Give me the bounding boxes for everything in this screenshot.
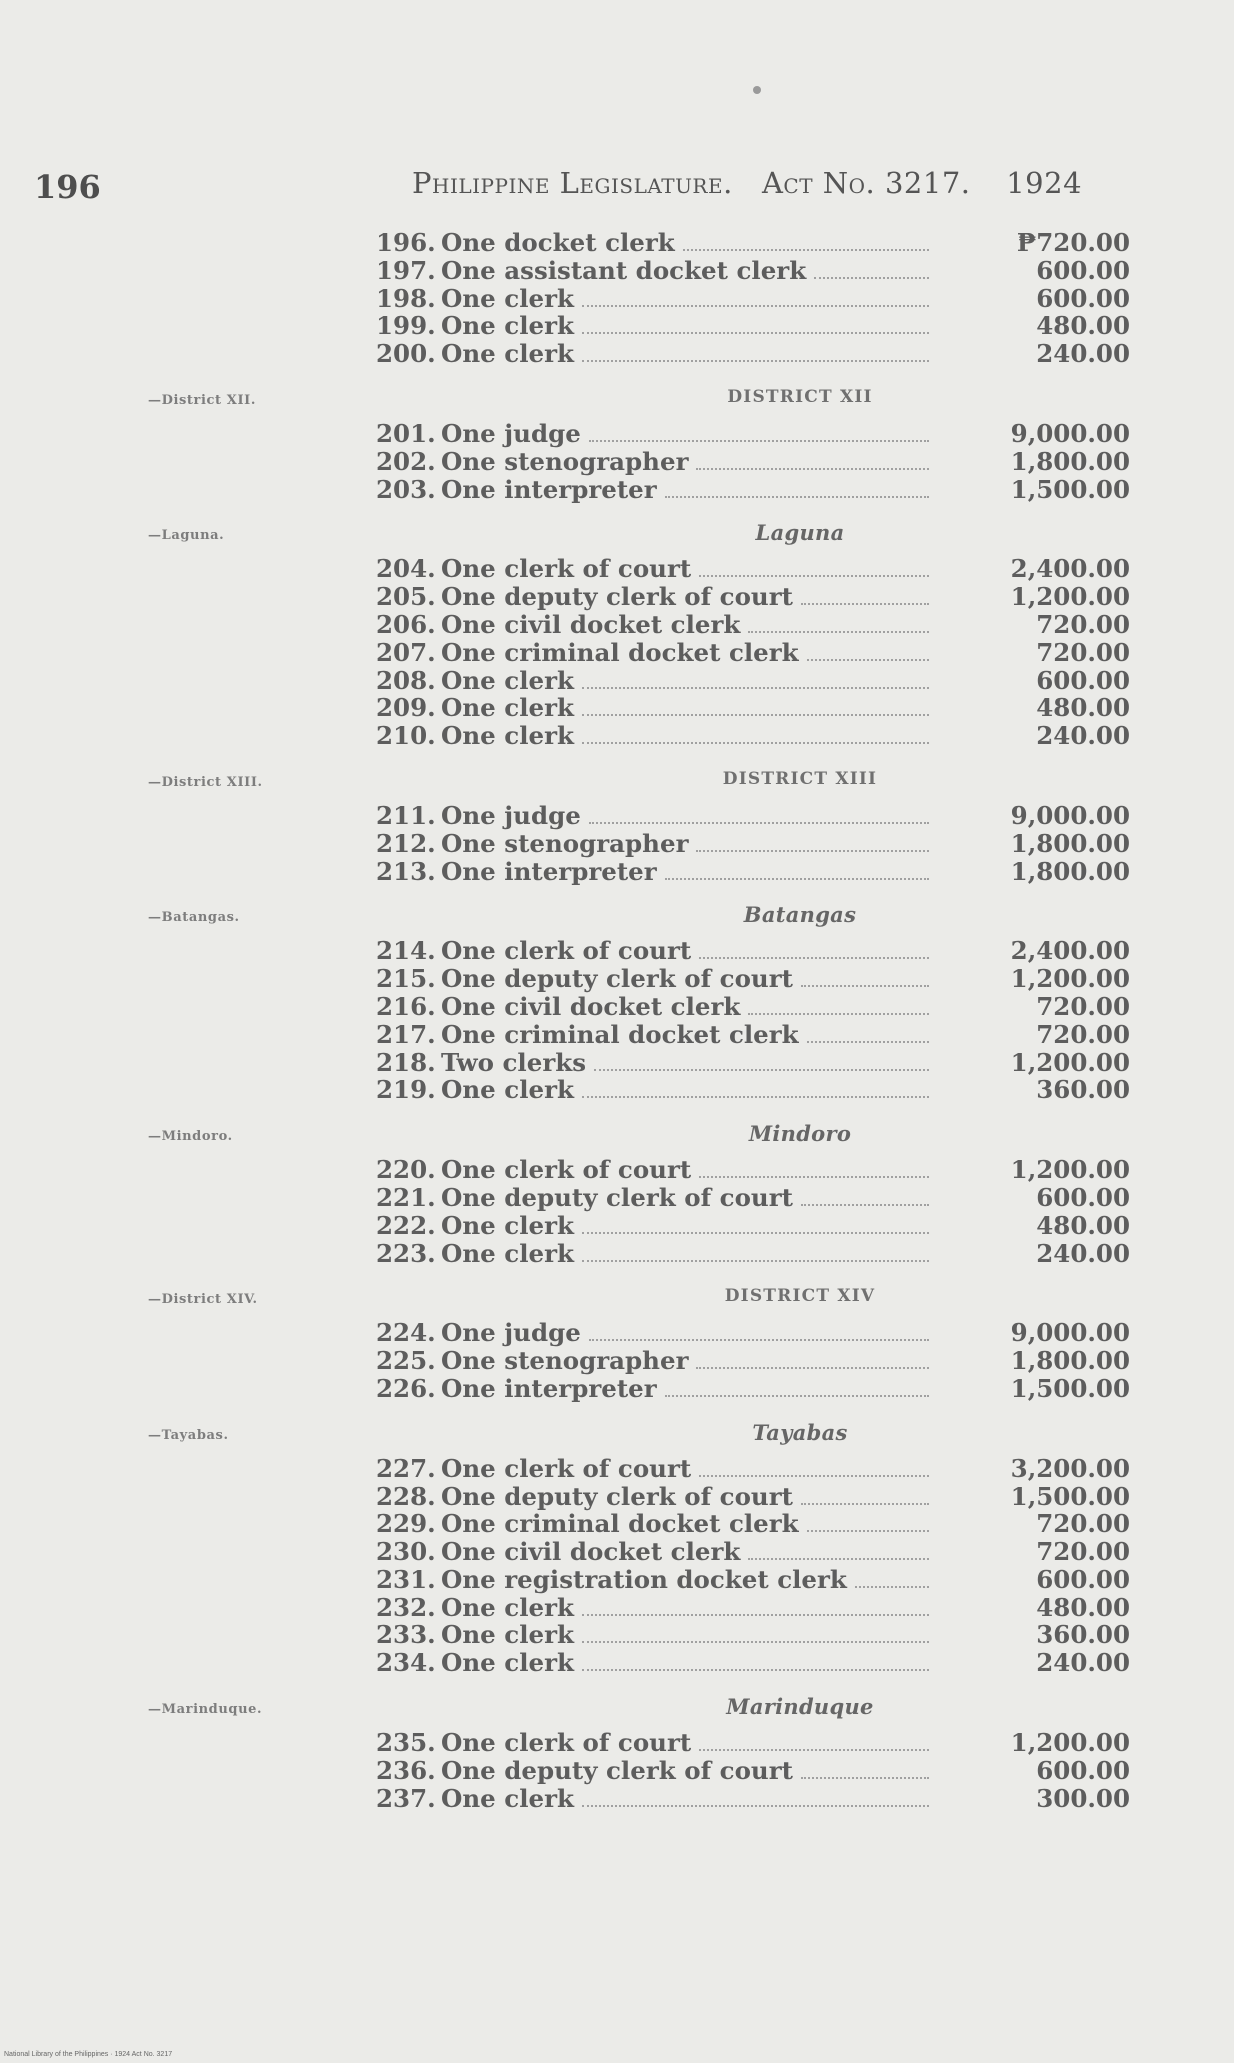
appropriation-row bbox=[0, 582, 1234, 610]
dot-leader bbox=[582, 1625, 929, 1643]
dot-leader bbox=[748, 1542, 929, 1560]
item-description: One assistant docket clerk bbox=[441, 255, 807, 285]
item-description: One judge bbox=[441, 800, 581, 830]
dot-leader bbox=[814, 261, 929, 279]
item-number: 201. bbox=[376, 418, 436, 448]
appropriation-row bbox=[0, 1374, 1234, 1402]
dot-leader bbox=[801, 1487, 929, 1505]
item-amount: 600.00 bbox=[1036, 283, 1130, 313]
section bbox=[0, 1280, 1234, 1401]
running-head-year: 1924 bbox=[1006, 166, 1083, 200]
item-number: 216. bbox=[376, 991, 436, 1021]
dot-leader bbox=[582, 316, 929, 334]
dot-leader bbox=[696, 834, 929, 852]
appropriation-row bbox=[0, 1784, 1234, 1812]
item-description-line bbox=[441, 992, 931, 1021]
item-description: One registration docket clerk bbox=[441, 1564, 847, 1594]
appropriation-row bbox=[0, 964, 1234, 992]
section-head bbox=[0, 1117, 1234, 1155]
item-amount: 1,200.00 bbox=[1010, 1155, 1130, 1185]
item-amount: 600.00 bbox=[1036, 1182, 1130, 1212]
item-number: 205. bbox=[376, 582, 436, 612]
appropriation-row bbox=[0, 256, 1234, 284]
item-description-line bbox=[441, 1211, 931, 1240]
section-heading: Marinduque bbox=[726, 1694, 874, 1720]
item-amount: 720.00 bbox=[1036, 637, 1130, 667]
appropriation-row bbox=[0, 311, 1234, 339]
item-amount: 1,200.00 bbox=[1010, 1047, 1130, 1077]
margin-note: —Batangas. bbox=[148, 910, 240, 926]
item-description-line bbox=[441, 1318, 931, 1347]
running-head-title: Philippine Legislature. bbox=[412, 166, 733, 200]
item-description-line bbox=[441, 801, 931, 830]
appropriation-row bbox=[0, 1318, 1234, 1346]
item-description: One clerk bbox=[441, 1620, 574, 1650]
dot-leader bbox=[582, 1216, 929, 1234]
dot-leader bbox=[582, 698, 929, 716]
section-head bbox=[0, 1690, 1234, 1728]
item-amount: 1,800.00 bbox=[1010, 828, 1130, 858]
item-number: 230. bbox=[376, 1537, 436, 1567]
item-description: One clerk bbox=[441, 1210, 574, 1240]
item-number: 237. bbox=[376, 1783, 436, 1813]
item-description: One docket clerk bbox=[441, 228, 675, 257]
item-description: One criminal docket clerk bbox=[441, 637, 799, 667]
appropriation-row bbox=[0, 610, 1234, 638]
appropriation-row bbox=[0, 1346, 1234, 1374]
item-number: 222. bbox=[376, 1210, 436, 1240]
item-description: One clerk of court bbox=[441, 1453, 692, 1483]
item-number: 232. bbox=[376, 1592, 436, 1622]
item-description-line bbox=[441, 1075, 931, 1104]
dot-leader bbox=[582, 289, 929, 307]
dot-leader bbox=[696, 452, 929, 470]
item-description: One clerk bbox=[441, 311, 574, 341]
item-description-line bbox=[441, 829, 931, 858]
item-number: 210. bbox=[376, 721, 436, 751]
item-description-line bbox=[441, 339, 931, 368]
appropriation-row bbox=[0, 1048, 1234, 1076]
item-description: One criminal docket clerk bbox=[441, 1019, 799, 1049]
item-description: One clerk of court bbox=[441, 1728, 692, 1758]
appropriation-row bbox=[0, 638, 1234, 666]
dot-leader bbox=[683, 233, 929, 251]
item-amount: 720.00 bbox=[1036, 1019, 1130, 1049]
item-description-line bbox=[441, 284, 931, 313]
item-description: One stenographer bbox=[441, 1346, 689, 1376]
appropriation-row bbox=[0, 1620, 1234, 1648]
item-description-line bbox=[441, 1048, 931, 1077]
item-number: 198. bbox=[376, 283, 436, 313]
section-head bbox=[0, 763, 1234, 801]
item-description: One interpreter bbox=[441, 1373, 657, 1403]
dot-leader bbox=[855, 1570, 929, 1588]
item-description: One clerk bbox=[441, 1592, 574, 1622]
margin-note: —District XII. bbox=[148, 392, 256, 408]
item-description: One deputy clerk of court bbox=[441, 1755, 793, 1785]
appropriation-row bbox=[0, 666, 1234, 694]
dot-leader bbox=[582, 1653, 929, 1671]
item-number: 197. bbox=[376, 255, 436, 285]
item-amount: 720.00 bbox=[1036, 991, 1130, 1021]
section-heading: Batangas bbox=[743, 902, 857, 928]
dot-leader bbox=[807, 1025, 929, 1043]
item-description-line bbox=[441, 1374, 931, 1403]
item-description-line bbox=[441, 1155, 931, 1184]
dot-leader bbox=[696, 1351, 929, 1369]
running-head bbox=[412, 166, 1082, 200]
item-amount: 600.00 bbox=[1036, 1564, 1130, 1594]
item-number: 229. bbox=[376, 1509, 436, 1539]
item-description-line bbox=[441, 1020, 931, 1049]
item-description-line bbox=[441, 1509, 931, 1538]
item-number: 219. bbox=[376, 1075, 436, 1105]
item-amount: 9,000.00 bbox=[1010, 800, 1130, 830]
dot-leader bbox=[582, 671, 929, 689]
item-amount: 1,200.00 bbox=[1010, 964, 1130, 994]
item-description: One criminal docket clerk bbox=[441, 1509, 799, 1539]
item-amount: 300.00 bbox=[1036, 1783, 1130, 1813]
section-head bbox=[0, 898, 1234, 936]
dot-leader bbox=[807, 1514, 929, 1532]
item-description-line bbox=[441, 857, 931, 886]
dot-leader bbox=[582, 1244, 929, 1262]
item-description: One judge bbox=[441, 418, 581, 448]
dot-leader bbox=[589, 806, 929, 824]
item-description: Two clerks bbox=[441, 1047, 586, 1077]
item-description: One clerk bbox=[441, 693, 574, 723]
appropriation-row bbox=[0, 829, 1234, 857]
section-heading: DISTRICT XII bbox=[727, 386, 873, 407]
appropriation-row bbox=[0, 339, 1234, 367]
appropriation-row bbox=[0, 1155, 1234, 1183]
section-head bbox=[0, 1280, 1234, 1318]
dot-leader bbox=[582, 1080, 929, 1098]
dot-leader bbox=[665, 1379, 929, 1397]
margin-note: —Laguna. bbox=[148, 528, 225, 544]
item-amount: 360.00 bbox=[1036, 1620, 1130, 1650]
section-heading: DISTRICT XIV bbox=[724, 1286, 876, 1307]
item-description: One civil docket clerk bbox=[441, 991, 741, 1021]
item-amount: 9,000.00 bbox=[1010, 418, 1130, 448]
appropriation-row bbox=[0, 1239, 1234, 1267]
item-number: 209. bbox=[376, 693, 436, 723]
item-description: One stenographer bbox=[441, 828, 689, 858]
appropriation-row bbox=[0, 992, 1234, 1020]
item-amount: ₱720.00 bbox=[1016, 228, 1130, 257]
dot-leader bbox=[801, 587, 929, 605]
item-description-line bbox=[441, 1593, 931, 1622]
item-description-line bbox=[441, 666, 931, 695]
item-number: 199. bbox=[376, 311, 436, 341]
item-description-line bbox=[441, 1239, 931, 1268]
item-description: One clerk bbox=[441, 339, 574, 369]
item-description: One clerk bbox=[441, 721, 574, 751]
appropriation-row bbox=[0, 1454, 1234, 1482]
item-amount: 720.00 bbox=[1036, 1537, 1130, 1567]
appropriation-row bbox=[0, 1537, 1234, 1565]
appropriation-row bbox=[0, 475, 1234, 503]
margin-note: —Marinduque. bbox=[148, 1702, 263, 1718]
item-amount: 240.00 bbox=[1036, 1238, 1130, 1268]
item-number: 235. bbox=[376, 1728, 436, 1758]
margin-note: —Tayabas. bbox=[148, 1427, 229, 1443]
item-number: 236. bbox=[376, 1755, 436, 1785]
item-description: One deputy clerk of court bbox=[441, 1182, 793, 1212]
item-number: 225. bbox=[376, 1346, 436, 1376]
dot-leader bbox=[582, 726, 929, 744]
item-number: 224. bbox=[376, 1318, 436, 1348]
item-amount: 3,200.00 bbox=[1010, 1453, 1130, 1483]
item-amount: 240.00 bbox=[1036, 339, 1130, 369]
item-description-line bbox=[441, 228, 931, 257]
section-heading: Mindoro bbox=[748, 1121, 852, 1147]
dot-leader bbox=[748, 615, 929, 633]
appropriation-row bbox=[0, 721, 1234, 749]
margin-note: —District XIII. bbox=[148, 774, 263, 790]
item-description: One clerk of court bbox=[441, 936, 692, 966]
item-description: One clerk bbox=[441, 665, 574, 695]
section-head bbox=[0, 1416, 1234, 1454]
item-number: 200. bbox=[376, 339, 436, 369]
dot-leader bbox=[699, 941, 929, 959]
item-number: 206. bbox=[376, 609, 436, 639]
item-number: 231. bbox=[376, 1564, 436, 1594]
appropriation-row bbox=[0, 1183, 1234, 1211]
item-number: 234. bbox=[376, 1648, 436, 1678]
item-description-line bbox=[441, 1346, 931, 1375]
item-amount: 1,500.00 bbox=[1010, 474, 1130, 504]
dot-leader bbox=[801, 1761, 929, 1779]
appropriation-row bbox=[0, 1509, 1234, 1537]
item-amount: 360.00 bbox=[1036, 1075, 1130, 1105]
section bbox=[0, 1416, 1234, 1676]
item-number: 215. bbox=[376, 964, 436, 994]
appropriation-row bbox=[0, 1482, 1234, 1510]
item-number: 213. bbox=[376, 856, 436, 886]
item-description: One deputy clerk of court bbox=[441, 964, 793, 994]
item-description-line bbox=[441, 1756, 931, 1785]
section bbox=[0, 763, 1234, 884]
item-description: One clerk of court bbox=[441, 554, 692, 584]
section-head bbox=[0, 516, 1234, 554]
dot-leader bbox=[594, 1053, 929, 1071]
item-amount: 1,800.00 bbox=[1010, 856, 1130, 886]
appropriation-row bbox=[0, 1020, 1234, 1048]
item-number: 228. bbox=[376, 1481, 436, 1511]
section bbox=[0, 381, 1234, 502]
item-number: 211. bbox=[376, 800, 436, 830]
appropriation-row bbox=[0, 228, 1234, 256]
item-description-line bbox=[441, 964, 931, 993]
item-number: 220. bbox=[376, 1155, 436, 1185]
appropriation-row bbox=[0, 1728, 1234, 1756]
item-description: One interpreter bbox=[441, 856, 657, 886]
item-amount: 1,500.00 bbox=[1010, 1481, 1130, 1511]
section bbox=[0, 898, 1234, 1103]
dot-leader bbox=[699, 1459, 929, 1477]
appropriation-row bbox=[0, 554, 1234, 582]
dot-leader bbox=[801, 1188, 929, 1206]
appropriation-row bbox=[0, 1211, 1234, 1239]
item-description-line bbox=[441, 475, 931, 504]
dot-leader bbox=[807, 643, 929, 661]
item-number: 218. bbox=[376, 1047, 436, 1077]
item-amount: 1,800.00 bbox=[1010, 446, 1130, 476]
item-description-line bbox=[441, 936, 931, 965]
item-description: One stenographer bbox=[441, 446, 689, 476]
appropriation-row bbox=[0, 1648, 1234, 1676]
item-number: 233. bbox=[376, 1620, 436, 1650]
item-description-line bbox=[441, 693, 931, 722]
item-description: One civil docket clerk bbox=[441, 609, 741, 639]
print-speck bbox=[753, 86, 761, 94]
section-heading: Laguna bbox=[755, 520, 845, 546]
section bbox=[0, 1690, 1234, 1811]
page-number: 196 bbox=[34, 168, 101, 206]
item-number: 204. bbox=[376, 554, 436, 584]
dot-leader bbox=[699, 1160, 929, 1178]
appropriation-row bbox=[0, 857, 1234, 885]
appropriation-row bbox=[0, 419, 1234, 447]
item-amount: 600.00 bbox=[1036, 665, 1130, 695]
item-description-line bbox=[441, 1482, 931, 1511]
item-amount: 240.00 bbox=[1036, 721, 1130, 751]
margin-note: —District XIV. bbox=[148, 1292, 258, 1308]
item-number: 207. bbox=[376, 637, 436, 667]
item-description: One clerk bbox=[441, 1648, 574, 1678]
item-amount: 480.00 bbox=[1036, 1592, 1130, 1622]
item-description-line bbox=[441, 1565, 931, 1594]
item-description: One clerk bbox=[441, 1783, 574, 1813]
appropriation-row bbox=[0, 936, 1234, 964]
item-description: One clerk bbox=[441, 283, 574, 313]
dot-leader bbox=[748, 997, 929, 1015]
item-amount: 480.00 bbox=[1036, 693, 1130, 723]
item-amount: 720.00 bbox=[1036, 609, 1130, 639]
item-description-line bbox=[441, 1784, 931, 1813]
item-amount: 240.00 bbox=[1036, 1648, 1130, 1678]
appropriation-row bbox=[0, 801, 1234, 829]
section bbox=[0, 516, 1234, 749]
item-description-line bbox=[441, 638, 931, 667]
section-heading: Tayabas bbox=[752, 1419, 848, 1445]
section-heading: DISTRICT XIII bbox=[722, 768, 878, 789]
dot-leader bbox=[582, 1598, 929, 1616]
item-description-line bbox=[441, 447, 931, 476]
item-amount: 600.00 bbox=[1036, 1755, 1130, 1785]
item-number: 208. bbox=[376, 665, 436, 695]
item-description-line bbox=[441, 582, 931, 611]
appropriation-row bbox=[0, 284, 1234, 312]
item-description-line bbox=[441, 1183, 931, 1212]
item-amount: 1,500.00 bbox=[1010, 1373, 1130, 1403]
dot-leader bbox=[589, 1323, 929, 1341]
section-head bbox=[0, 381, 1234, 419]
item-number: 226. bbox=[376, 1373, 436, 1403]
item-description-line bbox=[441, 311, 931, 340]
item-description: One clerk bbox=[441, 1075, 574, 1105]
section bbox=[0, 1117, 1234, 1266]
item-description: One deputy clerk of court bbox=[441, 1481, 793, 1511]
item-description-line bbox=[441, 419, 931, 448]
section bbox=[0, 228, 1234, 367]
item-description: One clerk of court bbox=[441, 1155, 692, 1185]
item-number: 223. bbox=[376, 1238, 436, 1268]
item-amount: 1,200.00 bbox=[1010, 1728, 1130, 1758]
item-number: 214. bbox=[376, 936, 436, 966]
item-amount: 480.00 bbox=[1036, 311, 1130, 341]
dot-leader bbox=[582, 344, 929, 362]
item-amount: 9,000.00 bbox=[1010, 1318, 1130, 1348]
dot-leader bbox=[582, 1789, 929, 1807]
item-description-line bbox=[441, 721, 931, 750]
margin-note: —Mindoro. bbox=[148, 1129, 233, 1145]
item-amount: 480.00 bbox=[1036, 1210, 1130, 1240]
appropriation-row bbox=[0, 1756, 1234, 1784]
appropriation-row bbox=[0, 447, 1234, 475]
item-description: One deputy clerk of court bbox=[441, 582, 793, 612]
item-amount: 2,400.00 bbox=[1010, 936, 1130, 966]
appropriation-row bbox=[0, 1565, 1234, 1593]
appropriation-list bbox=[0, 228, 1234, 1811]
item-number: 227. bbox=[376, 1453, 436, 1483]
dot-leader bbox=[665, 862, 929, 880]
dot-leader bbox=[699, 1733, 929, 1751]
dot-leader bbox=[665, 480, 929, 498]
item-description: One civil docket clerk bbox=[441, 1537, 741, 1567]
item-amount: 1,200.00 bbox=[1010, 582, 1130, 612]
item-description-line bbox=[441, 1648, 931, 1677]
item-description: One interpreter bbox=[441, 474, 657, 504]
item-amount: 1,800.00 bbox=[1010, 1346, 1130, 1376]
item-number: 221. bbox=[376, 1182, 436, 1212]
item-description-line bbox=[441, 1454, 931, 1483]
item-description-line bbox=[441, 1537, 931, 1566]
running-head-act: Act No. 3217. bbox=[761, 166, 971, 200]
appropriation-row bbox=[0, 1593, 1234, 1621]
appropriation-row bbox=[0, 693, 1234, 721]
item-description-line bbox=[441, 554, 931, 583]
item-amount: 600.00 bbox=[1036, 255, 1130, 285]
item-description-line bbox=[441, 610, 931, 639]
item-amount: 2,400.00 bbox=[1010, 554, 1130, 584]
dot-leader bbox=[589, 424, 929, 442]
item-number: 203. bbox=[376, 474, 436, 504]
item-description: One judge bbox=[441, 1318, 581, 1348]
item-description-line bbox=[441, 1620, 931, 1649]
item-description-line bbox=[441, 1728, 931, 1757]
item-number: 212. bbox=[376, 828, 436, 858]
item-number: 196. bbox=[376, 228, 436, 257]
dot-leader bbox=[801, 969, 929, 987]
dot-leader bbox=[699, 559, 929, 577]
item-description-line bbox=[441, 256, 931, 285]
appropriation-row bbox=[0, 1075, 1234, 1103]
item-amount: 720.00 bbox=[1036, 1509, 1130, 1539]
item-description: One clerk bbox=[441, 1238, 574, 1268]
item-number: 202. bbox=[376, 446, 436, 476]
item-number: 217. bbox=[376, 1019, 436, 1049]
library-stamp: National Library of the Philippines · 1924 Act No. 3217 bbox=[4, 2051, 173, 2058]
